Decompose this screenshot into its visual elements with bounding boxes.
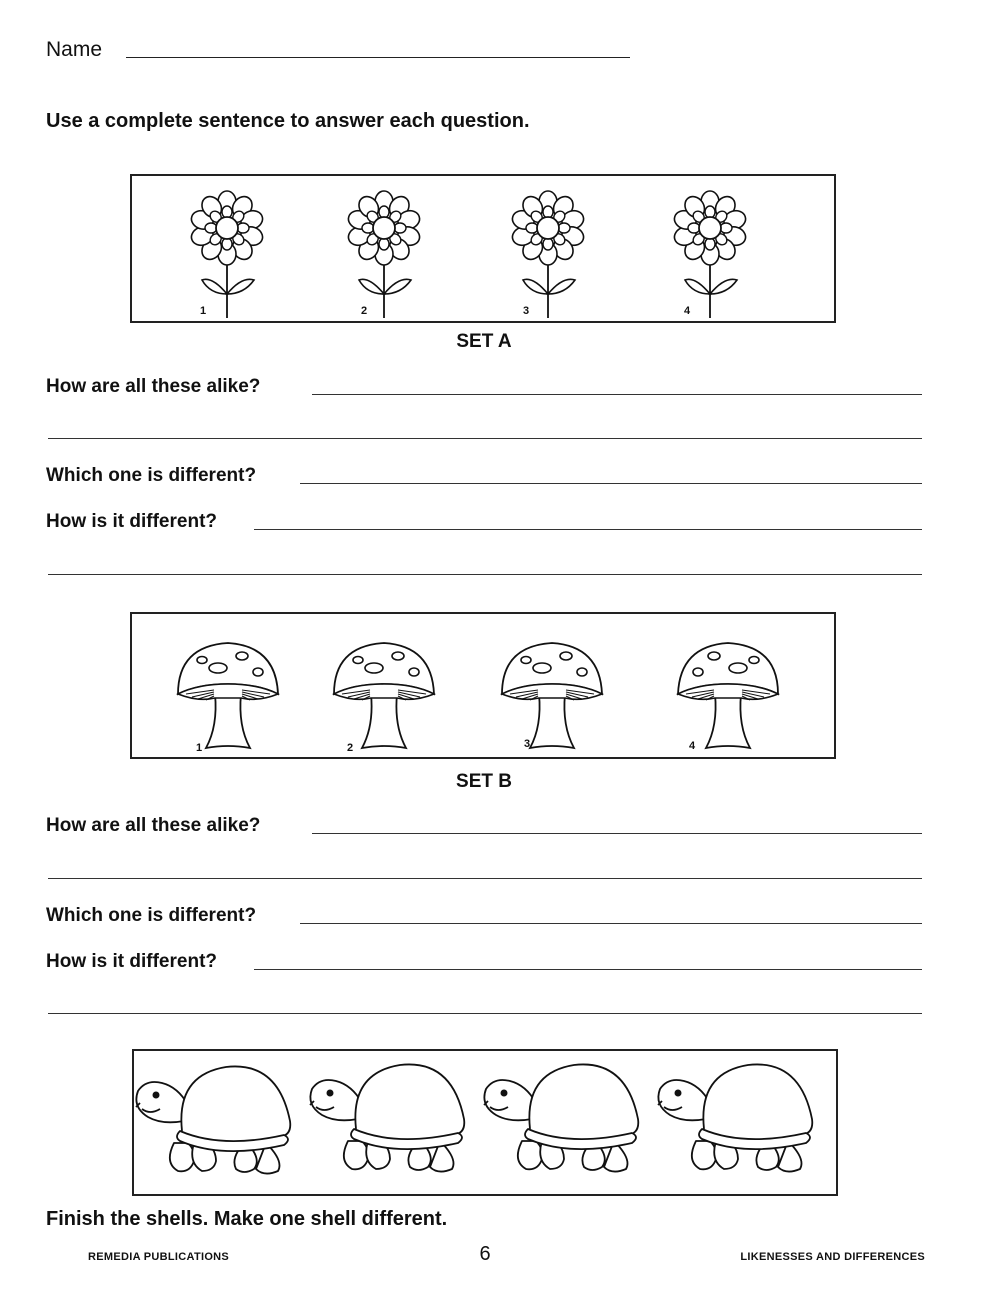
mushroom-1-icon (178, 643, 278, 748)
set-a-answer-how-line-2[interactable] (48, 574, 922, 575)
mushroom-number-1: 1 (196, 742, 203, 754)
name-label: Name (46, 38, 103, 61)
footer-publisher: REMEDIA PUBLICATIONS (88, 1251, 230, 1263)
set-b-answer-alike-line[interactable] (312, 833, 922, 834)
mushroom-2-icon (334, 643, 434, 748)
set-b-question-alike: How are all these alike? (46, 815, 261, 836)
set-b-question-how: How is it different? (46, 951, 217, 972)
set-a-answer-alike-line-2[interactable] (48, 438, 922, 439)
set-a-answer-which-line[interactable] (300, 483, 922, 484)
instructions: Use a complete sentence to answer each question. (46, 110, 530, 132)
flower-number-2: 2 (361, 305, 368, 317)
set-a-answer-alike-line[interactable] (312, 394, 922, 395)
turtle-1-icon (136, 1066, 290, 1173)
footer-title: LIKENESSES AND DIFFERENCES (740, 1251, 925, 1263)
set-a-answer-how-line[interactable] (254, 529, 922, 530)
turtle-4-icon (658, 1064, 812, 1171)
set-b-picture-box (130, 612, 836, 759)
turtle-2-icon (310, 1064, 464, 1171)
turtle-3-icon (484, 1064, 638, 1171)
set-b-question-which: Which one is different? (46, 905, 257, 926)
set-a-question-alike: How are all these alike? (46, 376, 261, 397)
flower-number-3: 3 (523, 305, 530, 317)
set-b-label: SET B (456, 771, 512, 792)
flower-number-1: 1 (200, 305, 207, 317)
set-b-answer-alike-line-2[interactable] (48, 878, 922, 879)
flower-2-icon (346, 191, 422, 318)
flower-number-4: 4 (684, 305, 691, 317)
turtle-picture-box[interactable] (132, 1049, 838, 1196)
mushroom-number-3: 3 (524, 738, 531, 750)
flower-4-icon (672, 191, 748, 318)
turtle-prompt: Finish the shells. Make one shell different. (46, 1208, 448, 1230)
set-b-answer-how-line[interactable] (254, 969, 922, 970)
mushroom-3-icon (502, 643, 602, 748)
flower-3-icon (510, 191, 586, 318)
mushroom-number-4: 4 (689, 740, 696, 752)
set-a-label: SET A (456, 331, 512, 352)
flower-1-icon (189, 191, 265, 318)
set-b-answer-which-line[interactable] (300, 923, 922, 924)
set-a-question-how: How is it different? (46, 511, 217, 532)
name-field-line[interactable] (126, 57, 630, 58)
set-b-answer-how-line-2[interactable] (48, 1013, 922, 1014)
mushroom-4-icon (678, 643, 778, 748)
mushroom-number-2: 2 (347, 742, 354, 754)
footer-page-number: 6 (479, 1243, 491, 1265)
set-a-picture-box (130, 174, 836, 323)
set-a-question-which: Which one is different? (46, 465, 257, 486)
